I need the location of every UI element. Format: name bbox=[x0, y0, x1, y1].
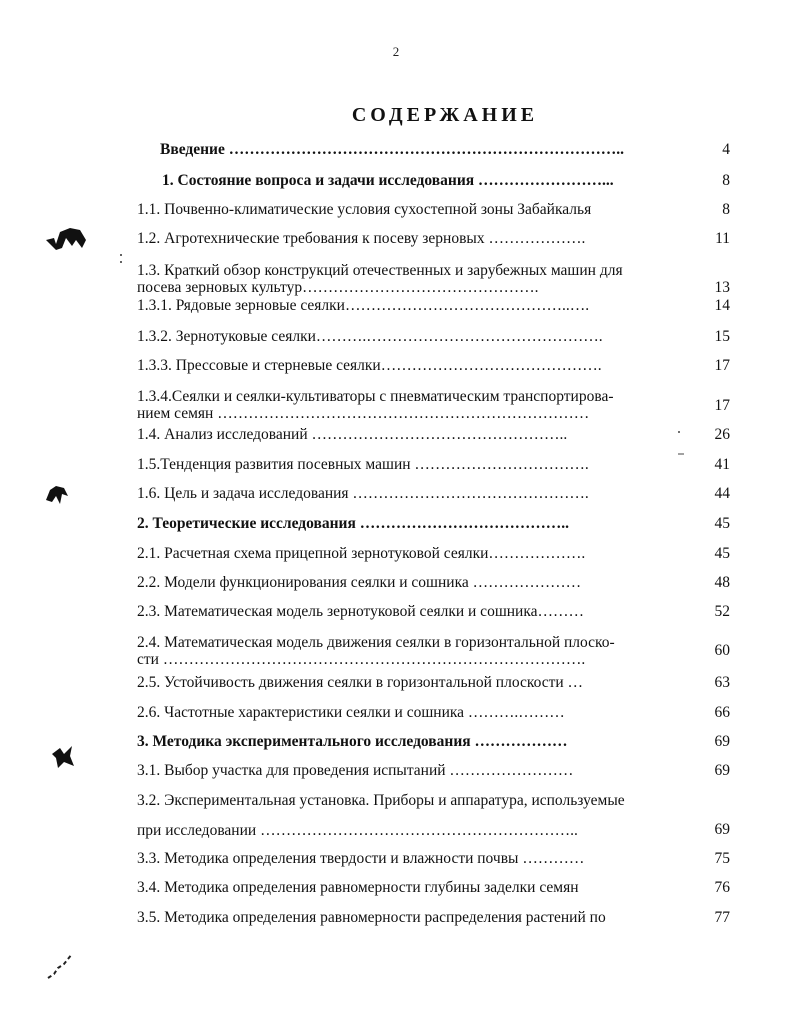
toc-entry-chapter-3: 3. Методика экспериментального исследования ……………… bbox=[137, 733, 568, 750]
toc-page-number: 69 bbox=[714, 733, 730, 750]
toc-entry: 1.1. Почвенно-климатические условия сухостепной зоны Забайкалья bbox=[137, 201, 592, 218]
ink-blot bbox=[40, 480, 72, 510]
toc-page-number: 44 bbox=[714, 485, 730, 502]
toc-page-number: 52 bbox=[714, 603, 730, 620]
toc-entry: 1.6. Цель и задача исследования ………………………………………. bbox=[137, 485, 589, 502]
toc-entry: 1.2. Агротехнические требования к посеву зерновых ………………. bbox=[137, 230, 586, 247]
toc-entry: 1.4. Анализ исследований ………………………………………….. bbox=[137, 426, 568, 443]
toc-entry-line: 3.2. Экспериментальная установка. Приборы и аппаратура, используемые bbox=[137, 792, 625, 809]
ink-speck bbox=[676, 428, 686, 458]
toc-page-number: 11 bbox=[715, 230, 730, 247]
toc-entry-line: сти ………………………………………………………………………. bbox=[137, 651, 586, 668]
toc-page-number: 8 bbox=[722, 172, 730, 189]
toc-entry bbox=[137, 792, 697, 839]
toc-entry: 1.5.Тенденция развития посевных машин ……………………………. bbox=[137, 456, 589, 473]
toc-entry: 2.5. Устойчивость движения сеялки в горизонтальной плоскости … bbox=[137, 674, 584, 691]
toc-page-number: 17 bbox=[714, 397, 730, 414]
toc-entry: 2.3. Математическая модель зернотуковой сеялки и сошника……… bbox=[137, 603, 585, 620]
toc-page-number: 14 bbox=[714, 297, 730, 314]
toc-entry: 2.6. Частотные характеристики сеялки и сошника ……….……… bbox=[137, 704, 565, 721]
toc-entry: 1.3.2. Зернотуковые сеялки……….………………………………………. bbox=[137, 328, 603, 345]
toc-entry: 1.3.3. Прессовые и стерневые сеялки……………………………………. bbox=[137, 357, 602, 374]
toc-page-number: 26 bbox=[714, 426, 730, 443]
ink-blot bbox=[48, 742, 78, 772]
toc-page-number: 17 bbox=[714, 357, 730, 374]
ink-blot bbox=[44, 948, 80, 984]
toc-entry: 3.5. Методика определения равномерности распределения растений по bbox=[137, 909, 606, 926]
toc-entry-line: посева зерновых культур………………………………………. bbox=[137, 279, 539, 296]
toc-page-number: 63 bbox=[714, 674, 730, 691]
toc-page-number: 69 bbox=[714, 762, 730, 779]
toc-page-number: 15 bbox=[714, 328, 730, 345]
toc-entry: 2.2. Модели функционирования сеялки и сошника ………………… bbox=[137, 574, 582, 591]
toc-entry: 3.4. Методика определения равномерности глубины заделки семян bbox=[137, 879, 579, 896]
toc-entry-chapter-1: 1. Состояние вопроса и задачи исследования ……………………... bbox=[162, 172, 614, 189]
toc-entry bbox=[137, 388, 687, 422]
toc-page-number: 4 bbox=[722, 141, 730, 158]
toc-page-number: 77 bbox=[714, 909, 730, 926]
toc-page-number: 69 bbox=[714, 821, 730, 838]
toc-entry-introduction: Введение ………………………………………………………………….. bbox=[160, 141, 624, 158]
toc-entry-line: при исследовании …………………………………………………….. bbox=[137, 822, 578, 839]
toc-page-number: 60 bbox=[714, 642, 730, 659]
toc-page-number: 8 bbox=[722, 201, 730, 218]
toc-page-number: 66 bbox=[714, 704, 730, 721]
ink-speck bbox=[118, 252, 124, 266]
page-number: 2 bbox=[392, 44, 400, 59]
toc-page-number: 45 bbox=[714, 515, 730, 532]
toc-entry-line: 1.3.4.Сеялки и сеялки-культиваторы с пневматическим транспортирова- bbox=[137, 388, 614, 405]
toc-entry-chapter-2: 2. Теоретические исследования ………………………………….. bbox=[137, 515, 569, 532]
toc-entry: 3.1. Выбор участка для проведения испытаний …………………… bbox=[137, 762, 574, 779]
toc-page-number: 13 bbox=[714, 279, 730, 296]
toc-page-number: 75 bbox=[714, 850, 730, 867]
toc-page-number: 76 bbox=[714, 879, 730, 896]
toc-page-number: 48 bbox=[714, 574, 730, 591]
toc-entry bbox=[137, 262, 687, 296]
toc-page-number: 41 bbox=[714, 456, 730, 473]
toc-page-number: 45 bbox=[714, 545, 730, 562]
toc-entry-line: нием семян ……………………………………………………………… bbox=[137, 405, 590, 422]
toc-entry bbox=[137, 634, 687, 668]
toc-entry-line: 2.4. Математическая модель движения сеялки в горизонтальной плоско- bbox=[137, 634, 615, 651]
toc-entry: 1.3.1. Рядовые зерновые сеялки……………………………………..…. bbox=[137, 297, 590, 314]
toc-entry-line: 1.3. Краткий обзор конструкций отечественных и зарубежных машин для bbox=[137, 262, 623, 279]
ink-blot bbox=[40, 222, 90, 256]
toc-entry: 2.1. Расчетная схема прицепной зернотуковой сеялки………………. bbox=[137, 545, 586, 562]
toc-entry: 3.3. Методика определения твердости и влажности почвы ………… bbox=[137, 850, 585, 867]
page-title: СОДЕРЖАНИЕ bbox=[351, 104, 539, 126]
